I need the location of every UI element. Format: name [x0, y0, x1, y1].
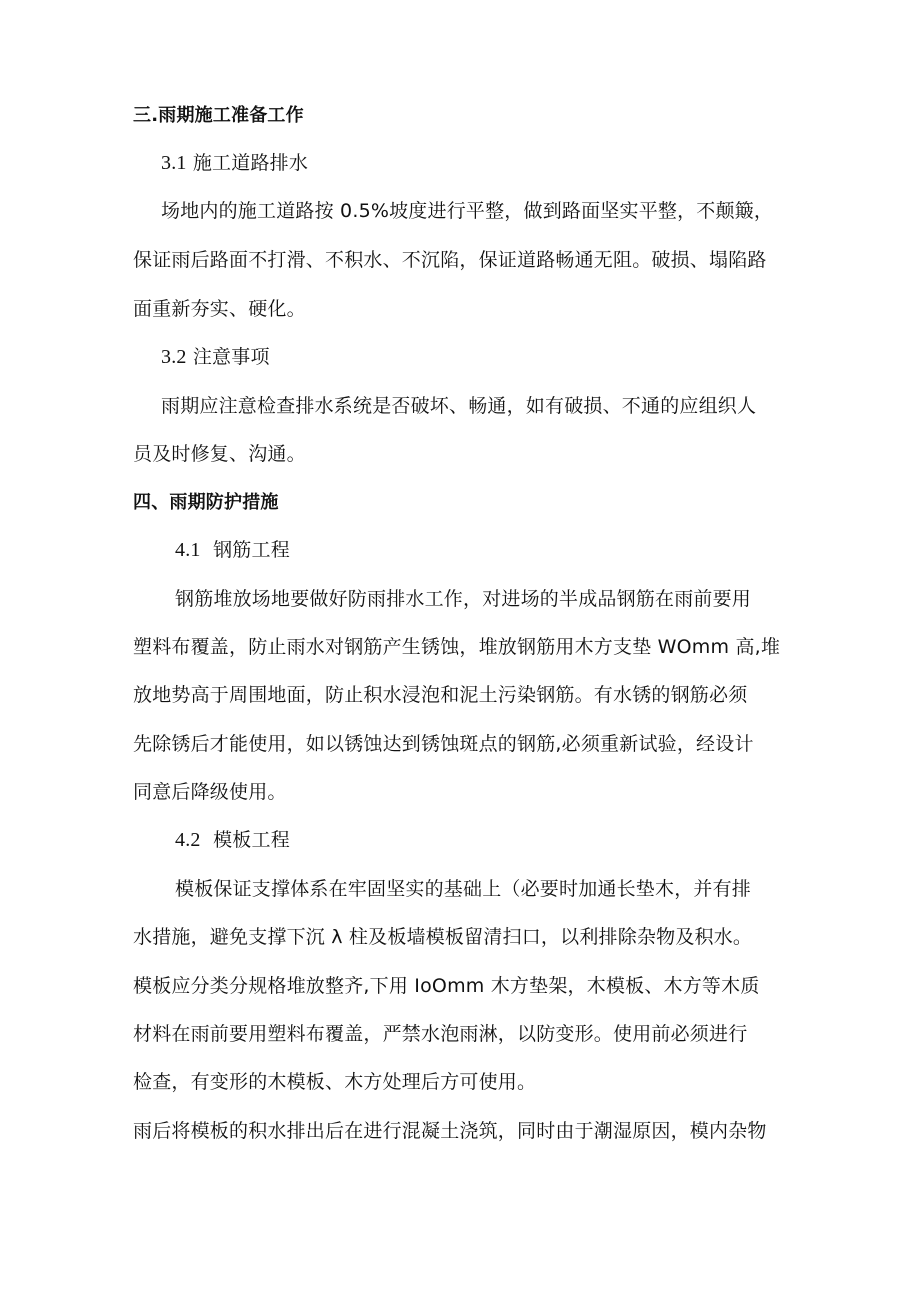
paragraph-line: 先除锈后才能使用，如以锈蚀达到锈蚀斑点的钢筋,必须重新试验，经设计 — [133, 733, 754, 755]
paragraph-line: 场地内的施工道路按 0.5%坡度进行平整，做到路面坚实平整，不颠簸， — [161, 200, 774, 222]
subsection-3-2-number: 3.2 — [161, 346, 187, 368]
paragraph-line: 材料在雨前要用塑料布覆盖，严禁水泡雨淋，以防变形。使用前必须进行 — [133, 1023, 748, 1045]
subsection-4-1-number: 4.1 — [175, 539, 201, 561]
subsection-4-2-title: 模板工程 — [213, 829, 290, 851]
paragraph-line: 放地势高于周围地面，防止积水浸泡和泥土污染钢筋。有水锈的钢筋必须 — [133, 684, 748, 706]
paragraph-line: 员及时修复、沟通。 — [133, 443, 306, 465]
subsection-4-2-number: 4.2 — [175, 829, 201, 851]
paragraph-line: 雨后将模板的积水排出后在进行混凝土浇筑，同时由于潮湿原因，模内杂物 — [133, 1120, 767, 1142]
paragraph-line: 水措施，避免支撑下沉 λ 柱及板墙模板留清扫口，以利排除杂物及积水。 — [133, 926, 753, 948]
subsection-3-1-title: 施工道路排水 — [192, 152, 309, 174]
paragraph-line: 检查，有变形的木模板、木方处理后方可使用。 — [133, 1071, 537, 1093]
subsection-3-1-number: 3.1 — [161, 152, 187, 174]
paragraph-line: 钢筋堆放场地要做好防雨排水工作，对进场的半成品钢筋在雨前要用 — [175, 588, 752, 610]
subsection-4-1-heading — [175, 537, 290, 563]
subsection-3-2-title: 注意事项 — [192, 346, 270, 368]
paragraph-line: 雨期应注意检查排水系统是否破坏、畅通，如有破损、不通的应组织人 — [161, 395, 757, 417]
section-4-heading: 四、雨期防护措施 — [133, 492, 279, 513]
paragraph-line: 同意后降级使用。 — [133, 781, 287, 803]
paragraph-line: 塑料布覆盖，防止雨水对钢筋产生锈蚀，堆放钢筋用木方支垫 WOmm 高,堆 — [133, 636, 781, 658]
paragraph-line: 模板保证支撑体系在牢固坚实的基础上（必要时加通长垫木，并有排 — [175, 878, 752, 900]
paragraph-line: 保证雨后路面不打滑、不积水、不沉陷，保证道路畅通无阻。破损、塌陷路 — [133, 249, 767, 271]
paragraph-line: 面重新夯实、硬化。 — [133, 298, 306, 320]
paragraph-line: 模板应分类分规格堆放整齐,下用 IoOmm 木方垫架，木模板、木方等木质 — [133, 975, 760, 997]
section-3-heading: 三.雨期施工准备工作 — [133, 105, 304, 126]
subsection-3-2-heading — [161, 344, 270, 370]
subsection-4-1-title: 钢筋工程 — [213, 539, 290, 561]
subsection-4-2-heading — [175, 827, 290, 853]
subsection-3-1-heading — [161, 150, 308, 176]
